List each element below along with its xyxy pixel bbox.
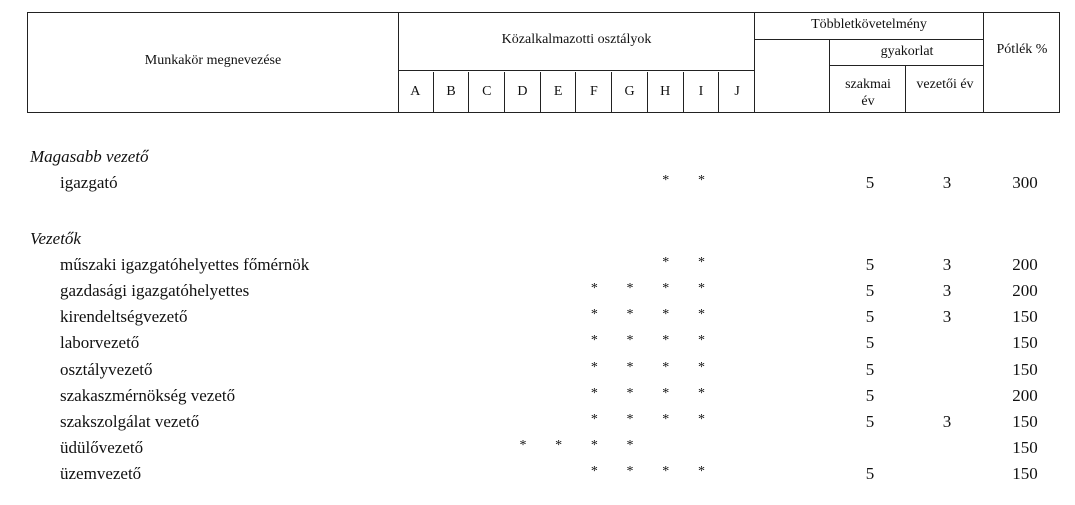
table-row [0,464,1075,488]
table-row [0,438,1075,462]
class-mark-g: * [626,281,634,297]
bonus-value: 150 [1012,307,1038,327]
class-col-g: G [612,72,648,112]
bonus-value: 200 [1012,385,1038,405]
class-mark-f: * [590,307,598,323]
mgmt-years-value: 3 [942,281,952,301]
bonus-value: 150 [1012,437,1038,457]
class-mark-i: * [697,307,705,323]
class-mark-h: * [662,307,670,323]
class-mark-i: * [697,385,705,401]
job-name: gazdasági igazgatóhelyettes [60,281,250,301]
class-mark-h: * [662,385,670,401]
bonus-value: 300 [1012,173,1038,192]
class-col-i: I [684,72,720,112]
class-mark-g: * [626,411,634,427]
job-name: üdülővezető [60,437,144,457]
table-row [0,255,1075,279]
blank-subcell [754,39,830,113]
mgmt-years-value: 3 [942,307,952,327]
mgmt-years-value: 3 [942,173,952,192]
job-name: szakszolgálat vezető [60,411,200,431]
section-title: Magasabb vezető [30,147,149,166]
class-mark-i: * [697,281,705,297]
class-mark-g: * [626,437,634,453]
table-row [0,307,1075,331]
class-mark-h: * [662,173,670,188]
mgmt-years-value: 3 [942,411,952,431]
extra-req-header: Többletkövetelmény [811,17,927,32]
prof-years-value: 5 [865,463,875,483]
class-mark-f: * [590,359,598,375]
class-mark-g: * [626,307,634,323]
class-col-d: D [505,72,541,112]
prof-years-value: 5 [865,411,875,431]
job-name: műszaki igazgatóhelyettes főmérnök [60,255,310,275]
table-row [0,386,1075,410]
class-mark-g: * [626,333,634,349]
class-mark-d: * [519,437,527,453]
prof-years-header: szakmai év [845,77,891,109]
job-name: igazgató [60,173,118,192]
bonus-value: 150 [1012,359,1038,379]
job-name: szakaszmérnökség vezető [60,385,236,405]
class-col-f: F [577,72,613,112]
class-col-a: A [398,72,434,112]
class-mark-f: * [590,333,598,349]
table-row [0,173,1075,197]
prof-years-value: 5 [865,255,875,275]
class-mark-i: * [697,333,705,349]
class-mark-i: * [697,411,705,427]
class-mark-f: * [590,463,598,479]
practice-header: gyakorlat [880,44,934,59]
class-mark-g: * [626,385,634,401]
job-name: kirendeltségvezető [60,307,188,327]
bonus-value: 200 [1012,255,1038,275]
class-col-c: C [469,72,505,112]
section-title: Vezetők [30,229,81,249]
class-mark-i: * [697,255,705,271]
job-name: üzemvezető [60,463,142,483]
class-mark-h: * [662,411,670,427]
class-col-j: J [734,84,740,99]
job-title-header: Munkakör megnevezése [144,53,282,68]
prof-years-value: 5 [865,173,875,192]
bonus-value: 150 [1012,333,1038,353]
prof-years-value: 5 [865,307,875,327]
class-col-h: H [648,72,684,112]
bonus-value: 200 [1012,281,1038,301]
prof-years-value: 5 [865,333,875,353]
bonus-cell [983,12,1060,113]
class-mark-f: * [590,281,598,297]
prof-years-value: 5 [865,359,875,379]
class-mark-f: * [590,437,598,453]
prof-years-value: 5 [865,385,875,405]
class-mark-h: * [662,281,670,297]
class-mark-h: * [662,463,670,479]
class-mark-f: * [590,411,598,427]
mgmt-years-header: vezetői év [916,77,974,92]
table-row [0,281,1075,305]
class-mark-i: * [697,173,705,188]
table-row [0,412,1075,436]
class-mark-h: * [662,255,670,271]
bonus-value: 150 [1012,463,1038,483]
class-mark-e: * [555,437,563,453]
table-row [0,333,1075,357]
class-col-b: B [434,72,470,112]
class-col-e: E [541,72,577,112]
class-mark-h: * [662,359,670,375]
classes-divider [398,70,755,71]
bonus-value: 150 [1012,411,1038,431]
class-mark-g: * [626,359,634,375]
mgmt-years-value: 3 [942,255,952,275]
table-row [0,360,1075,384]
class-mark-i: * [697,359,705,375]
prof-years-value: 5 [865,281,875,301]
bonus-header: Pótlék % [996,42,1048,57]
job-name: laborvezető [60,333,140,353]
classes-header: Közalkalmazotti osztályok [501,32,652,47]
job-name: osztályvezető [60,359,153,379]
class-mark-i: * [697,463,705,479]
class-mark-h: * [662,333,670,349]
class-mark-f: * [590,385,598,401]
class-mark-g: * [626,463,634,479]
